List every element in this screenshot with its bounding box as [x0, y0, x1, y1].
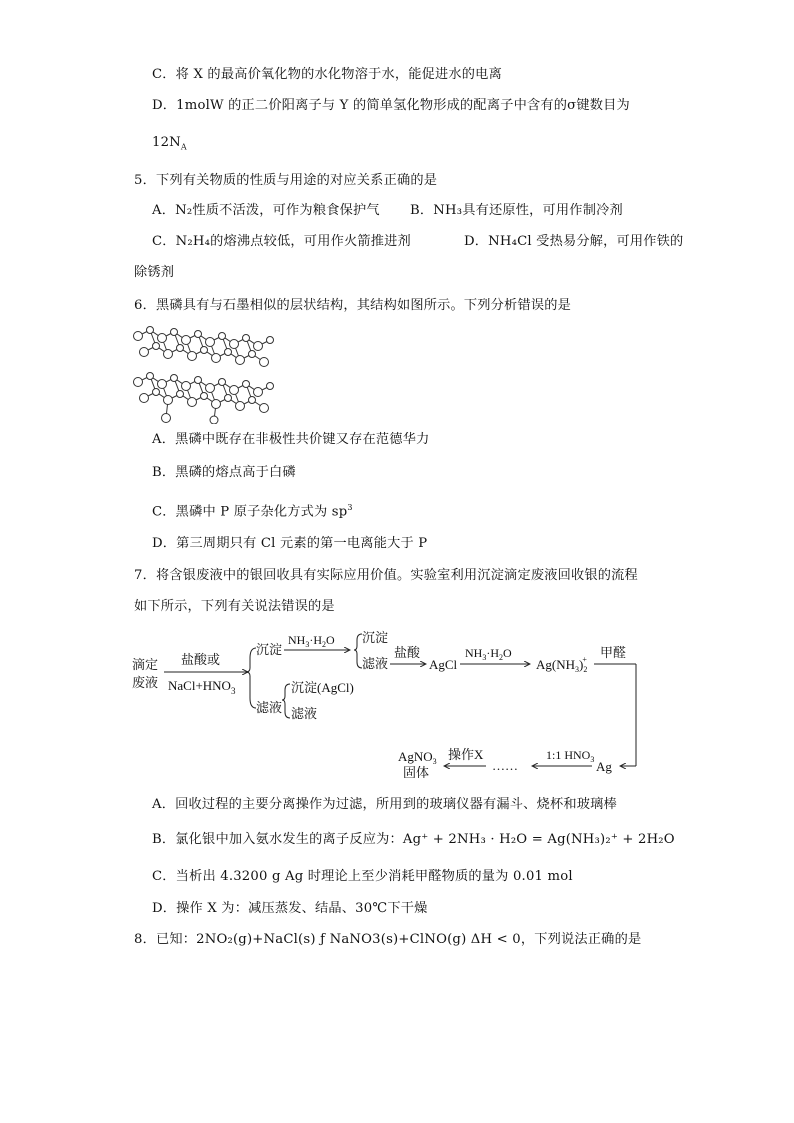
q7-option-d: D．操作 X 为：减压蒸发、结晶、30℃下干燥	[152, 901, 428, 916]
flow-split1-bottom: 滤液	[256, 700, 283, 715]
flow-reagent1-sub: 3	[230, 686, 236, 696]
q6-option-a: A．黑磷中既存在非极性共价键又存在范德华力	[152, 432, 430, 447]
q5-stem: 5．下列有关物质的性质与用途的对应关系正确的是	[134, 173, 438, 188]
flow-complex-tail: )	[579, 657, 584, 672]
q6-c-text: C．黑磷中 P 原子杂化方式为 sp	[152, 504, 348, 520]
flow-filt-top: 沉淀(AgCl)	[291, 680, 354, 695]
flow-nh3-1b: ·H	[309, 633, 323, 647]
flow-complex-main: Ag(NH	[536, 657, 575, 672]
q4-option-d: D．1molW 的正二价阳离子与 Y 的简单氢化物形成的配离子中含有的σ键数目为	[152, 98, 630, 113]
q7-option-c: C．当析出 4.3200 g Ag 时理论上至少消耗甲醛物质的量为 0.01 mol	[152, 869, 573, 884]
q6-option-c	[152, 499, 353, 521]
q7-option-a: A．回收过程的主要分离操作为过滤，所用到的玻璃仪器有漏斗、烧杯和玻璃棒	[152, 797, 617, 812]
flow-agno3	[398, 749, 437, 766]
q7-stem-line1: 7．将含银废液中的银回收具有实际应用价值。实验室利用沉淀滴定废液回收银的流程	[134, 568, 638, 583]
q7-stem-line2: 如下所示，下列有关说法错误的是	[134, 599, 335, 614]
flow-reagent1-bottom	[168, 678, 236, 696]
flow-jiaquan: 甲醛	[600, 645, 627, 660]
flow-ag: Ag	[596, 759, 612, 774]
flow-nh3-2b: ·H	[486, 646, 500, 660]
flow-agno3-sub: 3	[432, 757, 437, 766]
flow-reagent1-top: 盐酸或	[181, 652, 221, 667]
flow-hno3-label	[546, 748, 594, 764]
black-phosphorus-structure-figure	[128, 322, 288, 424]
flow-nh3-1a: NH	[288, 633, 306, 647]
flow-nh3-2-sub3: 3	[482, 653, 487, 662]
flow-nh3-label-2	[465, 646, 512, 662]
flow-agcl: AgCl	[429, 657, 458, 672]
flow-dots: ……	[492, 758, 518, 773]
flow-complex-sub2: 2	[583, 665, 588, 674]
flow-opx-label: 操作X	[448, 747, 484, 762]
q4-d-text: 12N	[152, 135, 181, 150]
flow-hno3-sub: 3	[590, 755, 595, 764]
q6-c-sup: 3	[347, 503, 353, 512]
q7-option-b: B．氯化银中加入氨水发生的离子反应为：Ag⁺ + 2NH₃ · H₂O = Ag(NH₃)₂⁺ + 2H₂O	[152, 832, 675, 847]
q5-option-a: A．N₂性质不活泼，可作为粮食保护气	[152, 203, 380, 218]
flow-complex	[536, 655, 587, 674]
flow-solid: 固体	[403, 765, 430, 778]
flow-split1-top: 沉淀	[256, 642, 283, 657]
flow-nh3-1-sub2: 2	[322, 640, 327, 649]
q5-option-d-cont: 除锈剂	[134, 265, 175, 280]
flow-reagent1-main: NaCl+HNO	[168, 678, 231, 693]
q4-d-sub: A	[180, 142, 187, 152]
flow-filt-bottom: 滤液	[291, 706, 318, 721]
flow-nh3-2c: O	[503, 646, 512, 660]
flow-agno3-main: AgNO	[398, 749, 433, 764]
q8-stem: 8．已知：2NO₂(g)+NaCl(s) ƒ NaNO3(s)+ClNO(g) ΔH < 0，下列说法正确的是	[134, 932, 642, 947]
q6-option-b: B．黑磷的熔点高于白磷	[152, 465, 296, 480]
flow-start-2: 废液	[132, 675, 159, 690]
flow-hcl-label: 盐酸	[394, 645, 421, 660]
flow-ppt-bottom: 滤液	[362, 656, 389, 671]
flow-start-1: 滴定	[132, 657, 159, 672]
flow-nh3-2-sub2: 2	[499, 653, 504, 662]
flow-brace-3	[282, 684, 290, 718]
q6-stem: 6．黑磷具有与石墨相似的层状结构，其结构如图所示。下列分析错误的是	[134, 298, 571, 313]
flow-brace-1	[246, 648, 256, 708]
flow-hno3-main: 1:1 HNO	[546, 748, 591, 762]
silver-recovery-flowchart	[128, 628, 648, 778]
flow-complex-sup: +	[582, 655, 587, 664]
q6-option-d: D．第三周期只有 Cl 元素的第一电离能大于 P	[152, 536, 428, 551]
q4-option-d-cont	[152, 134, 187, 157]
flow-nh3-1c: O	[326, 633, 335, 647]
flow-nh3-1-sub3: 3	[305, 640, 310, 649]
q5-option-b: B．NH₃具有还原性，可用作制冷剂	[410, 203, 623, 218]
flow-nh3-2a: NH	[465, 646, 483, 660]
flow-nh3-label-1	[288, 633, 335, 649]
flow-ppt-top: 沉淀	[362, 630, 389, 645]
q5-option-d: D．NH₄Cl 受热易分解，可用作铁的	[464, 234, 684, 249]
flow-brace-2	[354, 634, 362, 668]
flow-complex-sub3: 3	[575, 665, 579, 674]
q5-option-c: C．N₂H₄的熔沸点较低，可用作火箭推进剂	[152, 234, 411, 249]
q4-option-c: C．将 X 的最高价氧化物的水化物溶于水，能促进水的电离	[152, 67, 502, 82]
